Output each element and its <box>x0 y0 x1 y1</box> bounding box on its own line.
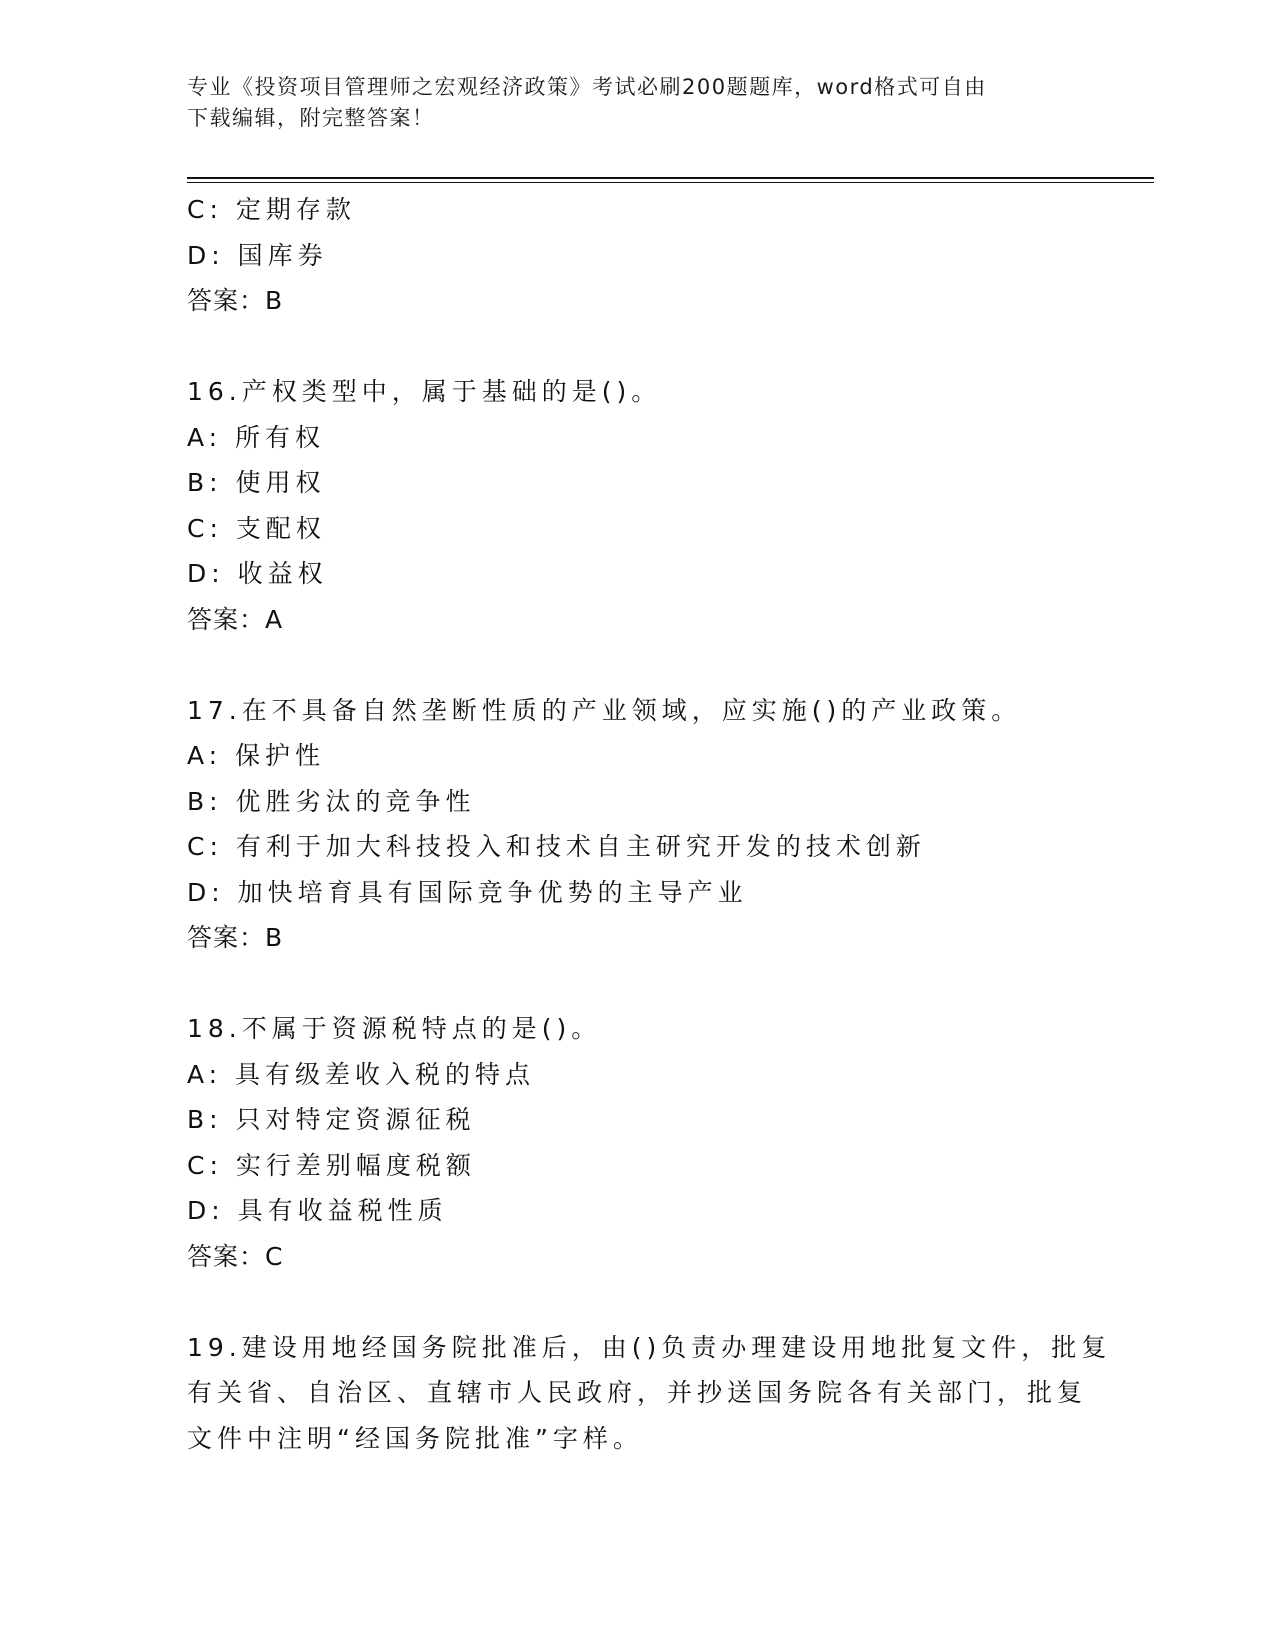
spacer <box>187 1279 1117 1325</box>
question-stem: 17.在不具备自然垄断性质的产业领域，应实施()的产业政策。 <box>187 695 1022 725</box>
option-b: B: 优胜劣汰的竞争性 <box>187 786 476 816</box>
question-stem: 18.不属于资源税特点的是()。 <box>187 1014 602 1043</box>
option-b: B: 只对特定资源征税 <box>187 1105 476 1134</box>
option-d: D: 收益权 <box>187 559 328 588</box>
answer-line: 答案：B <box>187 286 284 315</box>
option-d: D: 国库券 <box>187 240 328 270</box>
answer-line: 答案：B <box>187 923 284 952</box>
spacer <box>187 642 1117 688</box>
option-a: A: 保护性 <box>187 741 326 770</box>
spacer <box>187 961 1117 1007</box>
header-rule-thick <box>187 177 1154 179</box>
header-rule-thin <box>187 182 1154 183</box>
spacer <box>187 324 1117 370</box>
header-line-2: 下载编辑，附完整答案！ <box>187 106 435 130</box>
question-stem: 16.产权类型中，属于基础的是()。 <box>187 377 662 406</box>
option-c: C: 实行差别幅度税额 <box>187 1150 476 1180</box>
answer-line: 答案：C <box>187 1241 284 1271</box>
answer-line: 答案：A <box>187 604 284 634</box>
option-d: D: 加快培育具有国际竞争优势的主导产业 <box>187 877 748 907</box>
option-a: A: 具有级差收入税的特点 <box>187 1059 536 1089</box>
option-b: B: 使用权 <box>187 468 326 497</box>
question-content <box>187 187 1117 1461</box>
page-header <box>187 72 1087 134</box>
option-d: D: 具有收益税性质 <box>187 1196 448 1225</box>
question-stem-line-1: 19.建设用地经国务院批准后，由()负责办理建设用地批复文件，批复 <box>187 1332 1112 1362</box>
question-stem-line-2: 有关省、自治区、直辖市人民政府，并抄送国务院各有关部门，批复 <box>187 1378 1088 1407</box>
option-c: C: 定期存款 <box>187 195 356 224</box>
option-a: A: 所有权 <box>187 422 326 452</box>
option-c: C: 有利于加大科技投入和技术自主研究开发的技术创新 <box>187 832 926 861</box>
option-c: C: 支配权 <box>187 513 326 543</box>
question-stem-line-3: 文件中注明“经国务院批准”字样。 <box>187 1423 643 1453</box>
header-line-1: 专业《投资项目管理师之宏观经济政策》考试必刷200题题库，word格式可自由 <box>187 75 987 99</box>
